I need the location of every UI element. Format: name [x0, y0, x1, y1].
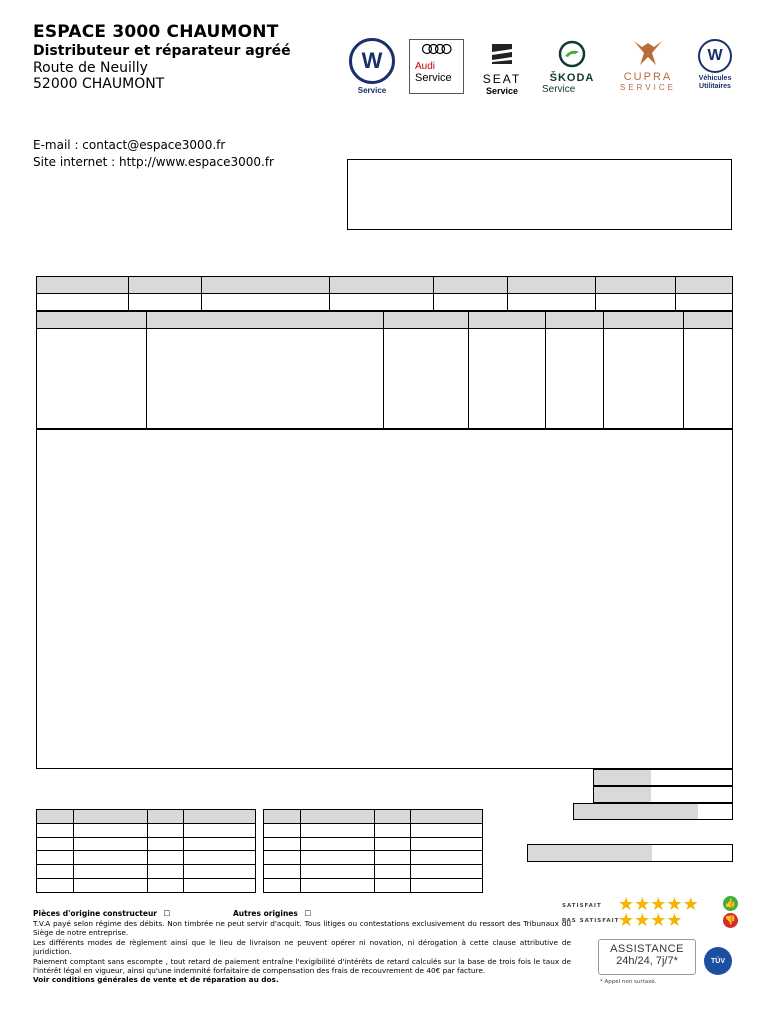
vw-emblem-icon: W: [349, 38, 395, 84]
vw-commercial-vehicles-logo: [694, 39, 736, 91]
skoda-service-logo: [540, 40, 604, 95]
audi-service-logo: [409, 39, 464, 94]
table-cell: [37, 823, 74, 837]
legal-notice: [33, 919, 571, 985]
table-header-cell: [148, 810, 184, 824]
rating-satisfied-label: SATISFAIT: [562, 903, 602, 909]
star-icon: ★: [650, 910, 667, 931]
table-cell: [184, 879, 256, 893]
table-cell: [264, 823, 301, 837]
table-cell: [375, 865, 411, 879]
table-cell: [411, 837, 483, 851]
table-header-cell: [37, 312, 147, 329]
table-cell: [434, 294, 508, 311]
total-box-2: [593, 786, 733, 803]
logo-caption: Service: [542, 84, 576, 95]
table-header-cell: [129, 277, 202, 294]
table-header-cell: [37, 810, 74, 824]
table-cell: [301, 823, 375, 837]
parts-other-option[interactable]: [233, 909, 311, 918]
table-cell: [148, 851, 184, 865]
table-cell: [411, 865, 483, 879]
total-label-cell: [594, 770, 651, 785]
email-line[interactable]: E-mail : contact@espace3000.fr: [33, 138, 226, 152]
table-cell: [301, 865, 375, 879]
amount-due-label-cell: [528, 845, 652, 861]
table-cell: [301, 879, 375, 893]
table-row: [37, 879, 256, 893]
table-cell: [74, 879, 148, 893]
table-header-cell: [375, 810, 411, 824]
audi-rings-icon: [421, 43, 453, 55]
table-row: [264, 837, 483, 851]
table-cell: [469, 329, 546, 429]
table-row: [37, 837, 256, 851]
company-tagline: Distributeur et réparateur agréé: [33, 43, 291, 59]
table-cell: [37, 851, 74, 865]
table-cell: [676, 294, 733, 311]
legal-paragraph: Les différents modes de règlement ainsi que le lieu de livraison ne peuvent opérer ni novation, ni dérogation à cette clause attributive de juridiction.: [33, 937, 571, 957]
table-row: [264, 823, 483, 837]
table-row: [37, 294, 733, 311]
table-header-row: [264, 810, 483, 824]
table-cell: [74, 865, 148, 879]
logo-caption: Service: [357, 86, 387, 95]
table-cell: [37, 294, 129, 311]
table-row: [37, 329, 733, 429]
total-label-cell: [594, 787, 651, 802]
star-icon: ★: [666, 910, 683, 931]
table-header-cell: [676, 277, 733, 294]
star-icon: ★: [618, 894, 635, 915]
logo-caption: Véhicules Utilitaires: [698, 75, 732, 90]
table-cell: [384, 329, 469, 429]
parts-oem-label: Pièces d'origine constructeur: [33, 909, 158, 918]
table-cell: [411, 823, 483, 837]
call-note: * Appel non surtaxé.: [600, 979, 657, 985]
legal-paragraph: Paiement comptant sans escompte , tout retard de paiement entraîne l'exigibilité d'intérêts de retard calculés sur la base de trois fois le taux de l'intérêt légal en vigueur, ainsi qu'une indemnité forfaitaire de compensation des frais de recouvrement de 40€ par facture.: [33, 956, 571, 976]
table-cell: [129, 294, 202, 311]
table-cell: [330, 294, 434, 311]
invoice-body-area: [36, 429, 733, 769]
table-header-cell: [147, 312, 384, 329]
assistance-badge: [598, 939, 696, 975]
table-cell: [202, 294, 330, 311]
table-cell: [411, 851, 483, 865]
star-icon: ★: [618, 910, 635, 931]
volkswagen-service-logo: [348, 38, 396, 95]
address-line-1: Route de Neuilly: [33, 60, 148, 76]
table-row: [264, 865, 483, 879]
table-cell: [301, 851, 375, 865]
table-cell: [375, 879, 411, 893]
star-icon: ★: [682, 894, 699, 915]
table-cell: [264, 837, 301, 851]
vw-emblem-icon: W: [698, 39, 732, 73]
table-header-cell: [411, 810, 483, 824]
assistance-title: ASSISTANCE: [610, 943, 684, 955]
table-header-row: [37, 810, 256, 824]
table-cell: [37, 865, 74, 879]
logo-caption: SERVICE: [620, 83, 676, 92]
checkbox-icon[interactable]: ☐: [163, 909, 171, 918]
table-header-cell: [202, 277, 330, 294]
table-cell: [148, 865, 184, 879]
cupra-brand: CUPRA: [623, 71, 673, 83]
table-cell: [37, 879, 74, 893]
table-header-cell: [684, 312, 733, 329]
table-header-cell: [384, 312, 469, 329]
table-header-cell: [184, 810, 256, 824]
table-row: [264, 879, 483, 893]
table-header-cell: [37, 277, 129, 294]
star-icon: ★: [634, 894, 651, 915]
seat-emblem-icon: [488, 40, 516, 68]
total-box-1: [593, 769, 733, 786]
table-cell: [264, 851, 301, 865]
table-cell: [508, 294, 596, 311]
table-cell: [148, 837, 184, 851]
table-header-cell: [434, 277, 508, 294]
address-line-2: 52000 CHAUMONT: [33, 76, 165, 92]
cupra-emblem-icon: [632, 39, 664, 67]
table-header-row: [37, 312, 733, 329]
star-icon: ★: [666, 894, 683, 915]
table-cell: [74, 823, 148, 837]
table-header-cell: [604, 312, 684, 329]
tax-table-left: [36, 809, 256, 893]
rating-unsatisfied-label: PAS SATISFAIT: [562, 918, 620, 924]
table-header-cell: [330, 277, 434, 294]
table-cell: [301, 837, 375, 851]
tuv-certification-icon: TÜV: [704, 947, 732, 975]
tax-table-right: [263, 809, 483, 893]
table-cell: [37, 329, 147, 429]
table-cell: [74, 837, 148, 851]
legal-paragraph: T.V.A payé selon régime des débits. Non timbrée ne peut servir d'acquit. Tous litiges ou contestations exclusivement du ressort des Tribunaux du Siège de notre entreprise.: [33, 919, 571, 938]
table-cell: [184, 851, 256, 865]
table-row: [37, 851, 256, 865]
star-icon: ★: [650, 894, 667, 915]
logo-caption: Service: [415, 72, 452, 84]
table-header-cell: [469, 312, 546, 329]
company-name: ESPACE 3000 CHAUMONT: [33, 22, 279, 42]
table-cell: [148, 823, 184, 837]
table-cell: [184, 837, 256, 851]
assistance-hours: 24h/24, 7j/7*: [616, 955, 678, 967]
table-cell: [375, 851, 411, 865]
table-header-cell: [596, 277, 676, 294]
line-items-table: [36, 311, 733, 429]
amount-due-box: [527, 844, 733, 862]
audi-brand: Audi: [415, 61, 436, 72]
table-cell: [37, 837, 74, 851]
star-icon: ★: [634, 910, 651, 931]
invoice-info-table: [36, 276, 733, 311]
table-cell: [684, 329, 733, 429]
table-header-cell: [264, 810, 301, 824]
table-cell: [264, 879, 301, 893]
table-cell: [74, 851, 148, 865]
seat-brand: SEAT: [482, 72, 522, 86]
table-row: [37, 823, 256, 837]
logo-caption: Service: [485, 86, 519, 96]
table-cell: [411, 879, 483, 893]
rating-unsatisfied-stars[interactable]: [618, 911, 683, 930]
table-cell: [604, 329, 684, 429]
thumbs-up-icon[interactable]: 👍: [723, 896, 738, 911]
table-header-cell: [301, 810, 375, 824]
table-header-cell: [508, 277, 596, 294]
website-line[interactable]: Site internet : http://www.espace3000.fr: [33, 155, 274, 169]
table-header-cell: [546, 312, 604, 329]
table-header-row: [37, 277, 733, 294]
thumbs-down-icon[interactable]: 👎: [723, 913, 738, 928]
parts-other-label: Autres origines: [233, 909, 298, 918]
cupra-service-logo: [612, 39, 684, 92]
skoda-brand: ŠKODA: [549, 72, 595, 84]
table-cell: [375, 823, 411, 837]
table-cell: [184, 823, 256, 837]
table-cell: [184, 865, 256, 879]
total-label-cell: [574, 804, 698, 819]
table-cell: [596, 294, 676, 311]
seat-service-logo: [472, 40, 532, 96]
recipient-address-box: [347, 159, 732, 230]
total-box-3: [573, 803, 733, 820]
legal-terms-reference: Voir conditions générales de vente et de réparation au dos.: [33, 975, 279, 985]
table-cell: [147, 329, 384, 429]
table-row: [37, 865, 256, 879]
table-cell: [264, 865, 301, 879]
skoda-emblem-icon: [558, 40, 586, 68]
table-cell: [148, 879, 184, 893]
checkbox-icon[interactable]: ☐: [304, 909, 312, 918]
table-cell: [375, 837, 411, 851]
table-row: [264, 851, 483, 865]
table-header-cell: [74, 810, 148, 824]
table-cell: [546, 329, 604, 429]
parts-oem-option[interactable]: [33, 909, 170, 918]
